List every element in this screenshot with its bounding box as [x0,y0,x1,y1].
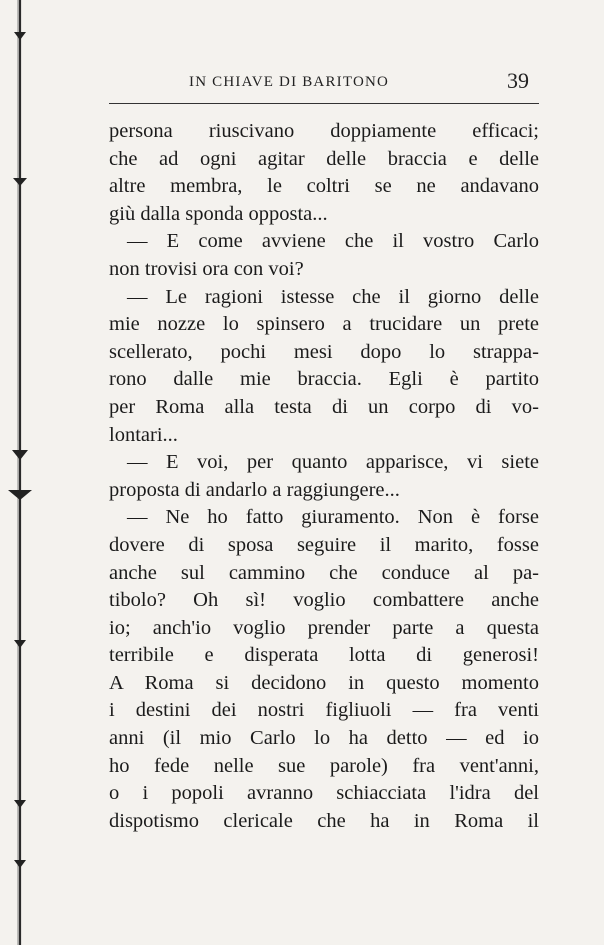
running-title: IN CHIAVE DI BARITONO [189,74,390,90]
text-line: altre membra, le coltri se ne andavano [109,175,539,198]
text-line: — E come avviene che il vostro Carlo [127,230,539,253]
text-line: anni (il mio Carlo lo ha detto — ed io [109,727,539,750]
text-line: proposta di andarlo a raggiungere... [109,478,400,501]
text-line: che ad ogni agitar delle braccia e delle [109,147,539,170]
page-number: 39 [507,68,529,93]
text-line: dovere di sposa seguire il marito, fosse [109,533,539,556]
text-line: tibolo? Oh sì! voglio combattere anche [109,589,539,612]
text-line: non trovisi ora con voi? [109,257,304,280]
header-rule [109,103,539,104]
text-line: per Roma alla testa di un corpo di vo- [109,395,539,418]
text-line: — E voi, per quanto apparisce, vi siete [127,451,539,474]
text-line: ho fede nelle sue parole) fra vent'anni, [109,754,539,777]
body-text [109,118,539,835]
text-line: anche sul cammino che conduce al pa- [109,561,539,584]
binding-gutter [0,0,40,945]
text-line: — Ne ho fatto giuramento. Non è forse [127,506,539,529]
page-header [109,58,539,110]
text-line: io; anch'io voglio prender parte a questa [109,616,539,639]
text-line: A Roma si decidono in questo momento [109,671,539,694]
text-line: terribile e disperata lotta di generosi! [109,644,539,667]
text-line: i destini dei nostri figliuoli — fra venti [109,699,539,722]
text-line: — Le ragioni istesse che il giorno delle [127,285,539,308]
text-line: lontari... [109,423,178,446]
text-line: giù dalla sponda opposta... [109,202,328,225]
text-line: rono dalle mie braccia. Egli è partito [109,368,539,391]
text-line: o i popoli avranno schiacciata l'idra del [109,782,539,805]
text-line: mie nozze lo spinsero a trucidare un prete [109,313,539,336]
text-line: dispotismo clericale che ha in Roma il [109,809,539,832]
text-line: persona riuscivano doppiamente efficaci; [109,120,539,142]
text-line: scellerato, pochi mesi dopo lo strappa- [109,340,539,363]
